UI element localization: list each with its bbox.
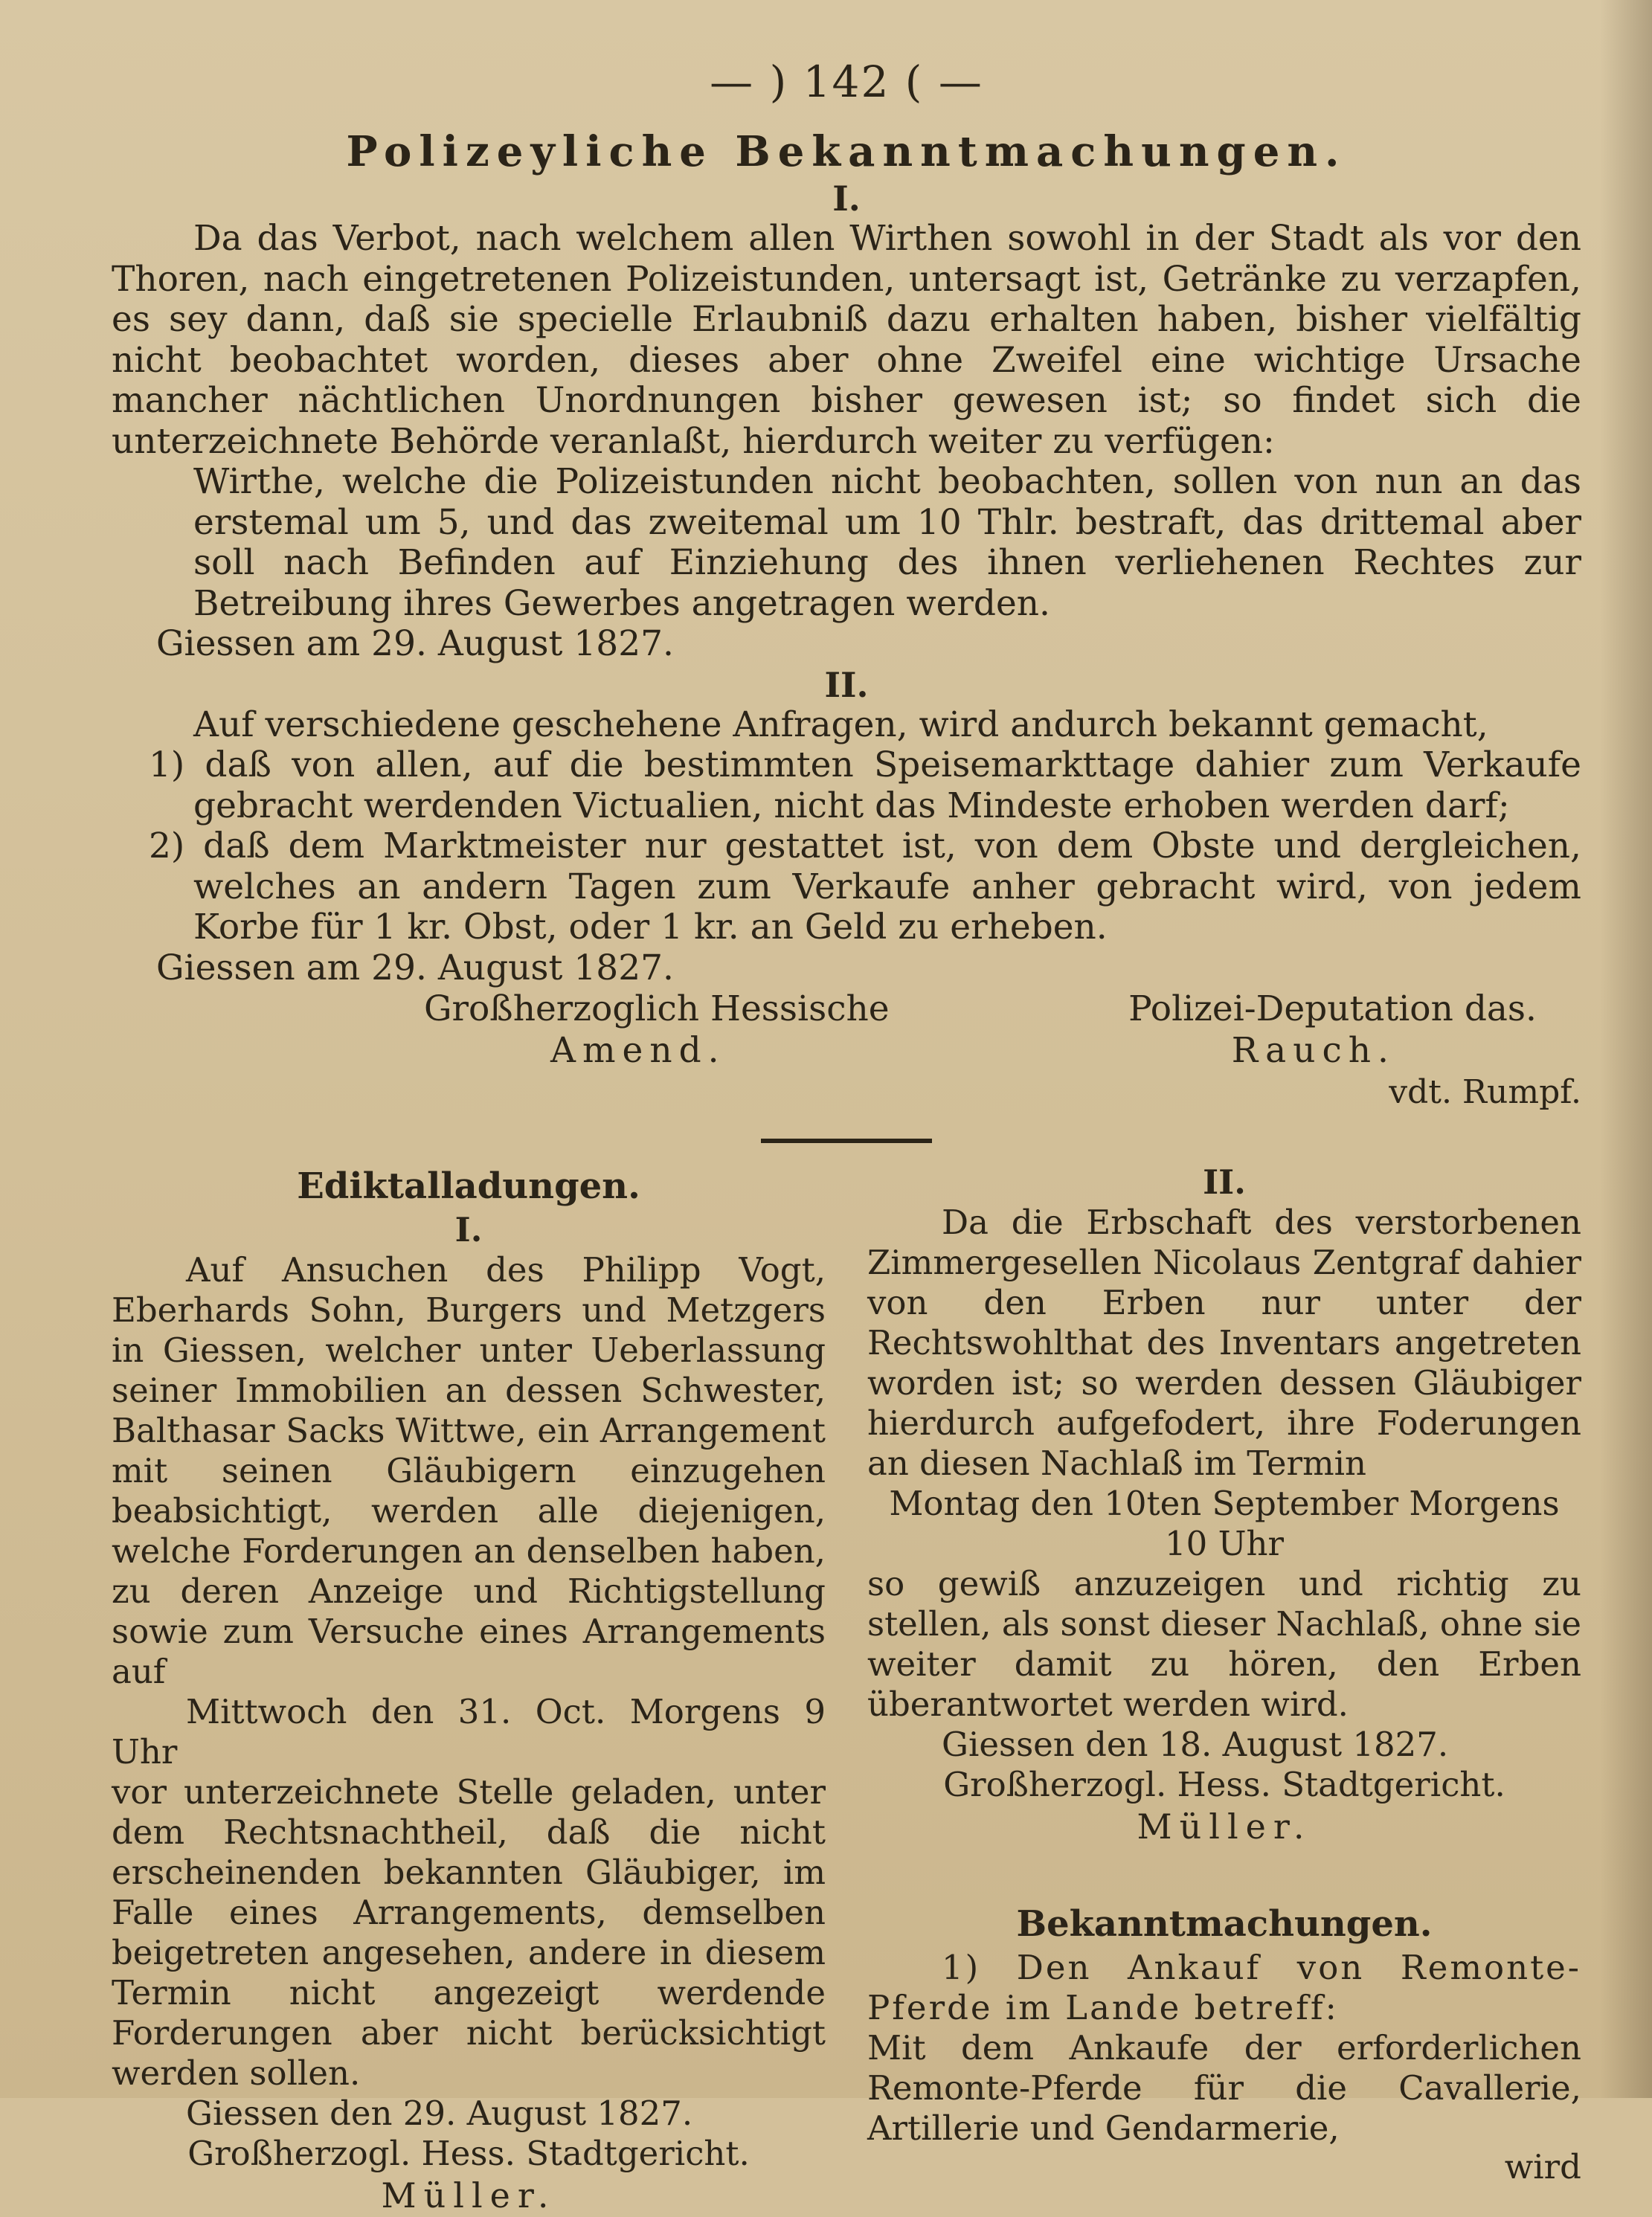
signatories-line: [112, 1030, 1581, 1072]
catchword: wird: [1504, 2147, 1581, 2187]
notice-body: Da das Verbot, nach welchem allen Wirthen sowohl in der Stadt als vor den Thoren, nach eingetretenen Polizeistunden, untersagt ist, Getränke zu verzapfen, es sey dann, daß sie specielle Erlaubniß dazu erhalten haben, bisher vielfältig nicht beobachtet worden, dieses aber ohne Zweifel eine wichtige Ursache mancher nächtlichen Unordnungen bisher gewesen ist; so findet sich die unterzeichnete Behörde veranlaßt, hierdurch weiter zu verfügen:: [112, 218, 1581, 462]
police-notices-section: [112, 125, 1581, 1113]
signer-name: Müller.: [1137, 1806, 1312, 1847]
notice-term: Mittwoch den 31. Oct. Morgens 9 Uhr: [112, 1692, 826, 1772]
notice-list-item: 2) daß dem Marktmeister nur gestattet ist, von dem Obste und dergleichen, welches an andern Tagen zum Verkaufe anher gebracht wird, von jedem Korbe für 1 kr. Obst, oder 1 kr. an Geld zu erheben.: [149, 826, 1581, 947]
notice-body: Da die Erbschaft des verstorbenen Zimmergesellen Nicolaus Zentgraf dahier von den Erben nur unter der Rechtswohlthat des Inventars angetreten worden ist; so werden dessen Gläubiger hierdurch aufgefodert, ihre Foderungen an diesen Nachlaß im Termin: [867, 1203, 1581, 1483]
page-number: — ) 142 ( —: [710, 57, 983, 107]
notice-lead: 1) Den Ankauf von Remonte-Pferde im Lande betreff:: [867, 1948, 1581, 2027]
court-name: Großherzogl. Hess. Stadtgericht.: [187, 2134, 750, 2173]
notice-date: Giessen den 29. August 1827.: [186, 2094, 693, 2133]
two-column-layout: [112, 1162, 1581, 2217]
notice-numeral: II.: [824, 664, 869, 705]
notice-order: Wirthe, welche die Polizeistunden nicht beobachten, sollen von nun an das erstemal um 5, und das zweitemal um 10 Thlr. bestraft, das drittemal aber soll nach Befinden auf Einziehung des ihnen verliehenen Rechtes zur Betreibung ihres Gewerbes angetragen werden.: [193, 461, 1581, 624]
section-title: Polizeyliche Bekanntmachungen.: [346, 127, 1347, 176]
notice-body-continued: so gewiß anzuzeigen und richtig zu stellen, als sonst dieser Nachlaß, ohne sie weiter damit zu hören, den Erben überantwortet werden wird.: [867, 1564, 1581, 1724]
notice-numeral: I.: [454, 1210, 483, 1249]
notice-list-item: 1) daß von allen, auf die bestimmten Speisemarkttage dahier zum Verkaufe gebracht werdenden Victualien, nicht das Mindeste erhoben werden darf;: [149, 744, 1581, 826]
notice-intro: Auf verschiedene geschehene Anfragen, wird andurch bekannt gemacht,: [193, 704, 1488, 745]
signer-name: Müller.: [381, 2175, 556, 2216]
section-divider: [761, 1139, 932, 1143]
notice-body-continued: vor unterzeichnete Stelle geladen, unter dem Rechtsnachtheil, daß die nicht erscheinenden bekannten Gläubiger, im Falle eines Arrangements, demselben beigetreten angesehen, andere in diesem Termin nicht angezeigt werdende Forderungen aber nicht berücksichtigt werden sollen.: [112, 1772, 826, 2093]
binding-shadow: [1600, 0, 1652, 2098]
notice-body: Mit dem Ankaufe der erforderlichen Remonte-Pferde für die Cavallerie, Artillerie und Gendarmerie,: [867, 2028, 1581, 2148]
signatory-name: Rauch.: [1231, 1030, 1395, 1071]
column-title: Ediktalladungen.: [297, 1165, 640, 1207]
notice-numeral: II.: [1203, 1162, 1246, 1202]
notice-date: Giessen am 29. August 1827.: [156, 947, 674, 988]
authority-line: [112, 988, 1581, 1030]
authority-right: Polizei-Deputation das.: [1128, 988, 1537, 1029]
notice-date: Giessen am 29. August 1827.: [156, 623, 674, 664]
notice-numeral: I.: [832, 178, 861, 219]
signatory-name: Amend.: [550, 1030, 726, 1071]
notice-term: Montag den 10ten September Morgens 10 Uhr: [889, 1484, 1560, 1563]
court-name: Großherzogl. Hess. Stadtgericht.: [943, 1765, 1505, 1804]
countersign: vdt. Rumpf.: [1389, 1073, 1581, 1111]
column-title: Bekanntmachungen.: [1016, 1903, 1433, 1945]
right-column: [867, 1162, 1581, 2217]
left-column: [112, 1162, 826, 2217]
notice-body: Auf Ansuchen des Philipp Vogt, Eberhards Sohn, Burgers und Metzgers in Giessen, welcher unter Ueberlassung seiner Immobilien an dessen Schwester, Balthasar Sacks Wittwe, ein Arrangement mit seinen Gläubigern einzugehen beabsichtigt, werden alle diejenigen, welche Forderungen an denselben haben, zu deren Anzeige und Richtigstellung sowie zum Versuche eines Arrangements auf: [112, 1250, 826, 1691]
notice-date: Giessen den 18. August 1827.: [942, 1725, 1449, 1764]
authority-left: Großherzoglich Hessische: [424, 988, 890, 1029]
